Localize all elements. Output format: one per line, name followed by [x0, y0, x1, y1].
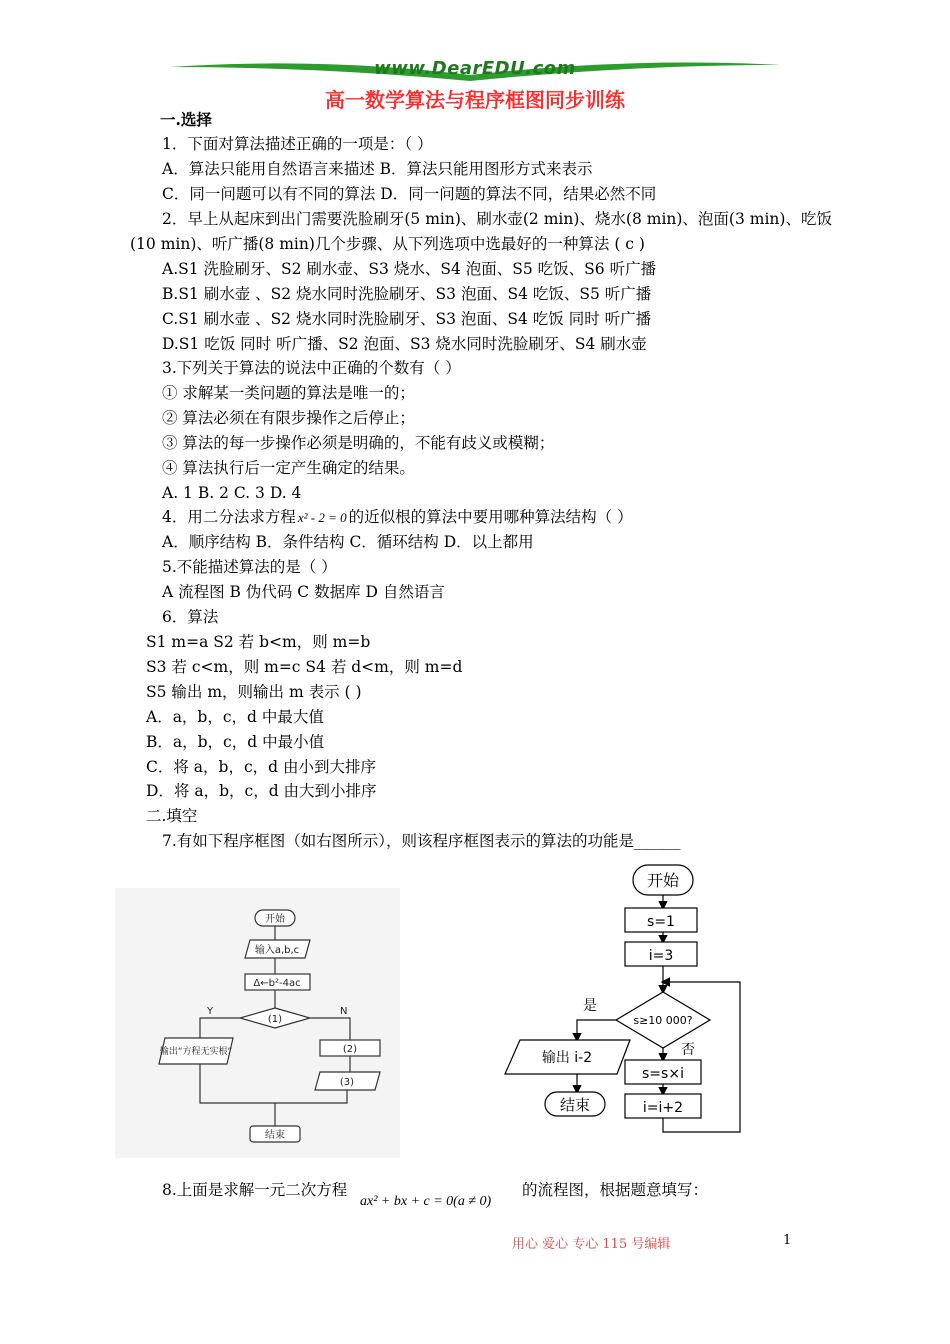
page-number: 1: [783, 1233, 792, 1248]
left-no-label: N: [340, 1006, 348, 1017]
left-box-2-label: (2): [342, 1044, 358, 1055]
question-1: 1．下面对算法描述正确的一项是：（ ）: [162, 135, 433, 153]
right-condition-label: s≥10 000?: [633, 1014, 693, 1027]
page-title: 高一数学算法与程序框图同步训练: [325, 88, 625, 112]
question-4-text-pre: 4．用二分法求方程: [162, 508, 296, 526]
section-heading-fill: 二.填空: [146, 807, 198, 825]
question-5-options: A 流程图 B 伪代码 C 数据库 D 自然语言: [162, 583, 445, 601]
question-8: [162, 1180, 347, 1200]
question-1-options-cd: C．同一问题可以有不同的算法 D．同一问题的算法不同，结果必然不同: [162, 185, 657, 203]
question-6-option-c: C．将 a，b，c，d 由小到大排序: [146, 758, 376, 776]
question-7: 7.有如下程序框图（如右图所示），则该程序框图表示的算法的功能是______: [162, 832, 681, 850]
question-2-option-a: A.S1 洗脸刷牙、S2 刷水壶、S3 烧水、S4 泡面、S5 吃饭、S6 听广播: [162, 260, 657, 278]
question-6-step-1: S1 m=a S2 若 b<m，则 m=b: [146, 633, 371, 651]
right-multiply-label: s=s×i: [642, 1066, 684, 1082]
right-increment-label: i=i+2: [642, 1100, 684, 1116]
question-4-text-post: 的近似根的算法中要用哪种算法结构（ ）: [348, 508, 633, 526]
left-start-label: 开始: [265, 914, 285, 925]
question-2-option-c: C.S1 刷水壶 、S2 烧水同时洗脸刷牙、S3 泡面、S4 吃饭 同时 听广播: [162, 310, 652, 328]
question-8-text-post: 的流程图，根据题意填写：: [522, 1181, 709, 1199]
question-8-equation: ax² + bx + c = 0(a ≠ 0): [360, 1194, 492, 1209]
left-end-label: 结束: [265, 1130, 285, 1141]
question-3-statement-3: ③ 算法的每一步操作必须是明确的，不能有歧义或模糊；: [162, 434, 555, 452]
question-6-option-a: A．a，b，c，d 中最大值: [146, 708, 324, 726]
question-5: 5.不能描述算法的是（ ）: [162, 558, 337, 576]
section-heading-choice: 一.选择: [160, 110, 212, 129]
question-3-statement-1: ① 求解某一类问题的算法是唯一的；: [162, 384, 415, 402]
right-start-label: 开始: [646, 871, 680, 890]
question-3: 3.下列关于算法的说法中正确的个数有（ ）: [162, 359, 461, 377]
question-3-statement-2: ② 算法必须在有限步操作之后停止；: [162, 409, 415, 427]
question-4-equation: x² - 2 = 0: [297, 510, 347, 525]
left-output-label: 输出“方程无实根”: [159, 1047, 233, 1057]
question-3-options: A. 1 B. 2 C. 3 D. 4: [162, 484, 302, 502]
right-output-label: 输出 i-2: [541, 1050, 593, 1066]
loop-flowchart: [495, 860, 755, 1140]
question-2-line-1: 2．早上从起床到出门需要洗脸刷牙(5 min)、刷水壶(2 min)、烧水(8 min)、泡面(3 min)、吃饭: [162, 210, 832, 228]
question-4: [162, 507, 633, 528]
right-s1-label: s=1: [647, 914, 675, 930]
left-input-label: 输入a,b,c: [254, 945, 300, 956]
right-i3-label: i=3: [648, 948, 674, 964]
question-2-line-2: (10 min)、听广播(8 min)几个步骤、从下列选项中选最好的一种算法 ( c ): [130, 235, 645, 253]
question-6-option-d: D．将 a，b，c，d 由大到小排序: [146, 782, 377, 800]
question-4-options: A．顺序结构 B．条件结构 C．循环结构 D．以上都用: [162, 533, 534, 551]
question-2-option-d: D.S1 吃饭 同时 听广播、S2 泡面、S3 烧水同时洗脸刷牙、S4 刷水壶: [162, 335, 647, 353]
question-6-option-b: B．a，b，c，d 中最小值: [146, 733, 325, 751]
right-yes-label: 是: [583, 998, 597, 1014]
left-box-3-label: (3): [339, 1077, 355, 1088]
site-logo-text: www.DearEDU.com: [374, 58, 576, 79]
left-delta-label: Δ←b²-4ac: [253, 978, 301, 989]
quadratic-flowchart: [115, 888, 400, 1158]
question-8-text-pre: 8.上面是求解一元二次方程: [162, 1181, 348, 1199]
question-6-step-5: S5 输出 m，则输出 m 表示 ( ): [146, 683, 362, 701]
question-3-statement-4: ④ 算法执行后一定产生确定的结果。: [162, 459, 415, 477]
question-6-step-3: S3 若 c<m，则 m=c S4 若 d<m，则 m=d: [146, 658, 463, 676]
left-yes-label: Y: [207, 1006, 214, 1017]
right-no-label: 否: [681, 1042, 695, 1058]
left-condition-label: (1): [267, 1014, 283, 1025]
question-6: 6．算法: [162, 608, 219, 626]
right-end-label: 结束: [559, 1096, 591, 1114]
question-2-option-b: B.S1 刷水壶 、S2 烧水同时洗脸刷牙、S3 泡面、S4 吃饭、S5 听广播: [162, 285, 652, 303]
question-1-options-ab: A．算法只能用自然语言来描述 B．算法只能用图形方式来表示: [162, 160, 593, 178]
footer-note: 用心 爱心 专心 115 号编辑: [512, 1237, 671, 1252]
